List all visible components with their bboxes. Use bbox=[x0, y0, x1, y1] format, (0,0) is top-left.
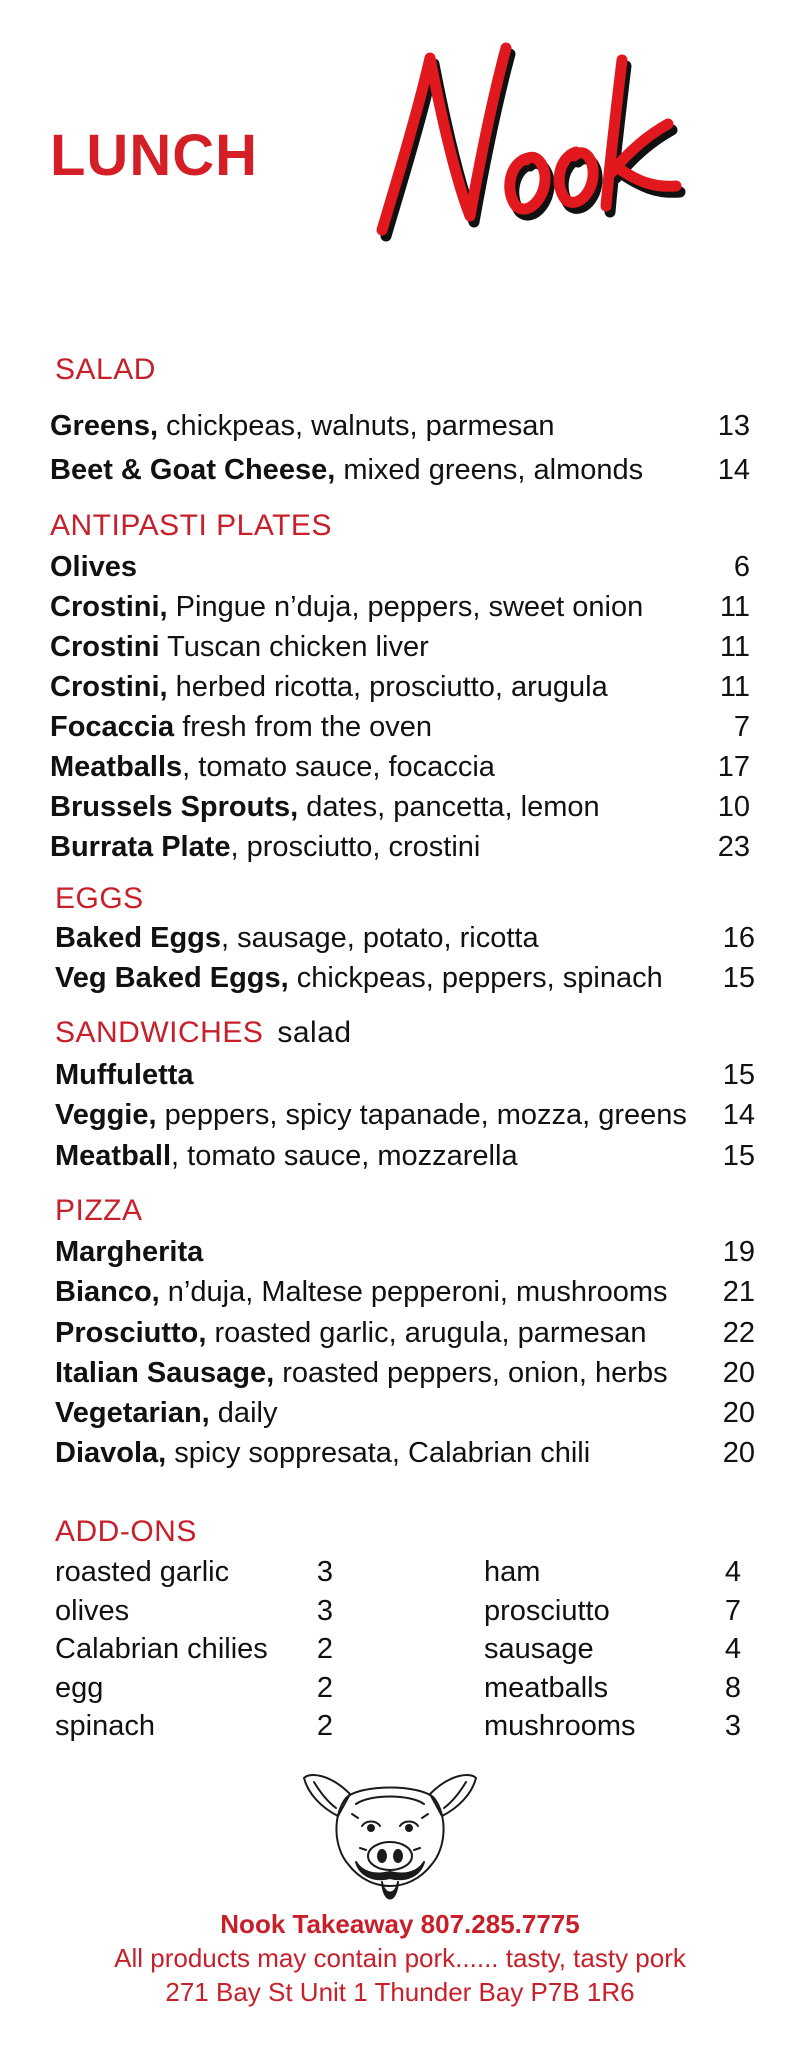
menu-item bbox=[50, 751, 750, 791]
item-price: 15 bbox=[722, 1140, 755, 1172]
addon-item bbox=[484, 1710, 741, 1749]
footer-address: 271 Bay St Unit 1 Thunder Bay P7B 1R6 bbox=[165, 1977, 635, 2007]
section-title-text: EGGS bbox=[55, 882, 144, 915]
addon-item bbox=[484, 1556, 741, 1595]
section-title-text: SANDWICHES bbox=[55, 1016, 264, 1049]
item-name: Focaccia bbox=[50, 711, 175, 743]
item-name: Prosciutto, bbox=[55, 1317, 207, 1349]
menu-item bbox=[55, 1276, 755, 1316]
item-name: Margherita bbox=[55, 1236, 204, 1268]
item-desc: roasted peppers, onion, herbs bbox=[274, 1357, 668, 1389]
section-title-text: ANTIPASTI PLATES bbox=[50, 509, 332, 542]
menu-item bbox=[55, 1059, 755, 1099]
addon-item bbox=[484, 1672, 741, 1711]
item-price: 23 bbox=[717, 831, 750, 863]
addon-name: mushrooms bbox=[484, 1710, 636, 1742]
addon-price: 3 bbox=[316, 1556, 333, 1588]
menu-item bbox=[55, 922, 755, 962]
item-desc: spicy soppresata, Calabrian chili bbox=[166, 1437, 591, 1469]
item-price: 10 bbox=[717, 791, 750, 823]
menu-item bbox=[55, 1357, 755, 1397]
item-price: 11 bbox=[719, 591, 750, 623]
addon-price: 4 bbox=[724, 1556, 741, 1588]
item-desc: Pingue n’duja, peppers, sweet onion bbox=[167, 591, 644, 623]
item-name: Burrata Plate bbox=[50, 831, 231, 863]
addon-price: 3 bbox=[316, 1594, 333, 1627]
section-title-sandwiches bbox=[55, 1016, 352, 1050]
addon-price: 3 bbox=[724, 1710, 741, 1742]
addon-name: meatballs bbox=[484, 1671, 609, 1704]
menu-item bbox=[55, 962, 755, 1002]
section-title-pizza bbox=[55, 1194, 143, 1228]
lunch-heading: LUNCH bbox=[50, 123, 258, 188]
addon-item bbox=[55, 1595, 333, 1634]
item-name: Veg Baked Eggs, bbox=[55, 962, 289, 994]
footer-takeaway: Nook Takeaway 807.285.7775 bbox=[220, 1909, 580, 1939]
section-title-eggs bbox=[55, 882, 144, 916]
item-desc: fresh from the oven bbox=[174, 711, 433, 743]
item-name: Bianco, bbox=[55, 1276, 160, 1308]
item-price: 17 bbox=[717, 751, 750, 783]
item-name: Crostini, bbox=[50, 671, 168, 703]
addons-left-column bbox=[55, 1556, 333, 1749]
item-price: 20 bbox=[722, 1397, 755, 1429]
addon-price: 2 bbox=[316, 1633, 333, 1665]
addon-item bbox=[55, 1633, 333, 1672]
menu-item bbox=[50, 711, 750, 751]
item-price: 6 bbox=[733, 551, 750, 583]
menu-item bbox=[50, 791, 750, 831]
item-name: Olives bbox=[50, 551, 138, 583]
addon-item bbox=[55, 1556, 333, 1595]
addon-name: Calabrian chilies bbox=[55, 1633, 268, 1665]
item-price: 13 bbox=[717, 410, 750, 442]
addon-price: 4 bbox=[724, 1633, 741, 1665]
addon-item bbox=[484, 1595, 741, 1634]
footer-disclaimer: All products may contain pork...... tasty, tasty pork bbox=[114, 1943, 686, 1973]
item-desc: roasted garlic, arugula, parmesan bbox=[206, 1317, 647, 1349]
menu-item bbox=[55, 1397, 755, 1437]
item-price: 20 bbox=[722, 1437, 755, 1469]
addon-name: prosciutto bbox=[484, 1594, 610, 1627]
menu-item bbox=[50, 591, 750, 631]
menu-item bbox=[50, 551, 750, 591]
item-desc: dates, pancetta, lemon bbox=[298, 791, 600, 823]
item-name: Veggie, bbox=[55, 1099, 157, 1131]
section-title-salad bbox=[55, 353, 156, 387]
item-desc: , tomato sauce, focaccia bbox=[182, 751, 495, 783]
item-name: Crostini bbox=[50, 631, 160, 663]
item-price: 22 bbox=[722, 1317, 755, 1349]
menu-item bbox=[50, 831, 750, 871]
addon-price: 7 bbox=[724, 1594, 741, 1627]
addon-item bbox=[55, 1672, 333, 1711]
menu-item bbox=[50, 454, 750, 494]
section-note: salad bbox=[277, 1016, 352, 1049]
menu-item bbox=[55, 1437, 755, 1477]
item-desc: chickpeas, walnuts, parmesan bbox=[158, 410, 555, 442]
item-price: 16 bbox=[722, 922, 755, 954]
item-price: 21 bbox=[722, 1276, 755, 1308]
section-title-antipasti bbox=[50, 509, 332, 543]
item-name: Muffuletta bbox=[55, 1059, 194, 1091]
item-price: 14 bbox=[722, 1099, 755, 1131]
pig-illustration-icon bbox=[300, 1764, 480, 1914]
item-desc: mixed greens, almonds bbox=[335, 454, 644, 486]
addon-price: 8 bbox=[724, 1671, 741, 1704]
item-desc: Tuscan chicken liver bbox=[159, 631, 429, 663]
item-price: 20 bbox=[722, 1357, 755, 1389]
addon-item bbox=[55, 1710, 333, 1749]
item-name: Brussels Sprouts, bbox=[50, 791, 299, 823]
item-name: Meatball bbox=[55, 1140, 172, 1172]
addon-name: roasted garlic bbox=[55, 1556, 230, 1588]
menu-item bbox=[55, 1099, 755, 1139]
item-name: Greens, bbox=[50, 410, 158, 442]
addon-name: sausage bbox=[484, 1633, 594, 1665]
addon-name: egg bbox=[55, 1671, 104, 1704]
item-price: 19 bbox=[722, 1236, 755, 1268]
item-price: 15 bbox=[722, 962, 755, 994]
item-price: 11 bbox=[719, 631, 750, 663]
menu-item bbox=[55, 1317, 755, 1357]
item-desc: peppers, spicy tapanade, mozza, greens bbox=[156, 1099, 687, 1131]
addon-price: 2 bbox=[316, 1710, 333, 1742]
addons-right-column bbox=[484, 1556, 741, 1749]
item-name: Baked Eggs bbox=[55, 922, 221, 954]
addon-price: 2 bbox=[316, 1671, 333, 1704]
item-name: Beet & Goat Cheese, bbox=[50, 454, 336, 486]
menu-item bbox=[50, 410, 750, 450]
addon-name: olives bbox=[55, 1594, 130, 1627]
section-title-text: ADD-ONS bbox=[55, 1515, 197, 1548]
section-title-text: PIZZA bbox=[55, 1194, 143, 1227]
item-price: 15 bbox=[722, 1059, 755, 1091]
item-desc: herbed ricotta, prosciutto, arugula bbox=[167, 671, 608, 703]
menu-item bbox=[55, 1236, 755, 1276]
item-desc: chickpeas, peppers, spinach bbox=[288, 962, 663, 994]
item-desc: , sausage, potato, ricotta bbox=[221, 922, 539, 954]
menu-item bbox=[50, 631, 750, 671]
item-desc: daily bbox=[209, 1397, 278, 1429]
item-price: 11 bbox=[719, 671, 750, 703]
item-name: Crostini, bbox=[50, 591, 168, 623]
section-title-text: SALAD bbox=[55, 353, 156, 386]
item-price: 7 bbox=[733, 711, 750, 743]
item-desc: , tomato sauce, mozzarella bbox=[171, 1140, 518, 1172]
section-title-addons bbox=[55, 1515, 197, 1549]
addon-name: ham bbox=[484, 1556, 541, 1588]
item-name: Vegetarian, bbox=[55, 1397, 210, 1429]
addon-name: spinach bbox=[55, 1710, 155, 1742]
item-price: 14 bbox=[717, 454, 750, 486]
menu-item bbox=[50, 671, 750, 711]
addon-item bbox=[484, 1633, 741, 1672]
item-desc: , prosciutto, crostini bbox=[230, 831, 481, 863]
nook-logo bbox=[360, 40, 700, 270]
item-name: Diavola, bbox=[55, 1437, 167, 1469]
item-name: Italian Sausage, bbox=[55, 1357, 275, 1389]
item-name: Meatballs bbox=[50, 751, 183, 783]
menu-item bbox=[55, 1140, 755, 1180]
item-desc: n’duja, Maltese pepperoni, mushrooms bbox=[159, 1276, 668, 1308]
